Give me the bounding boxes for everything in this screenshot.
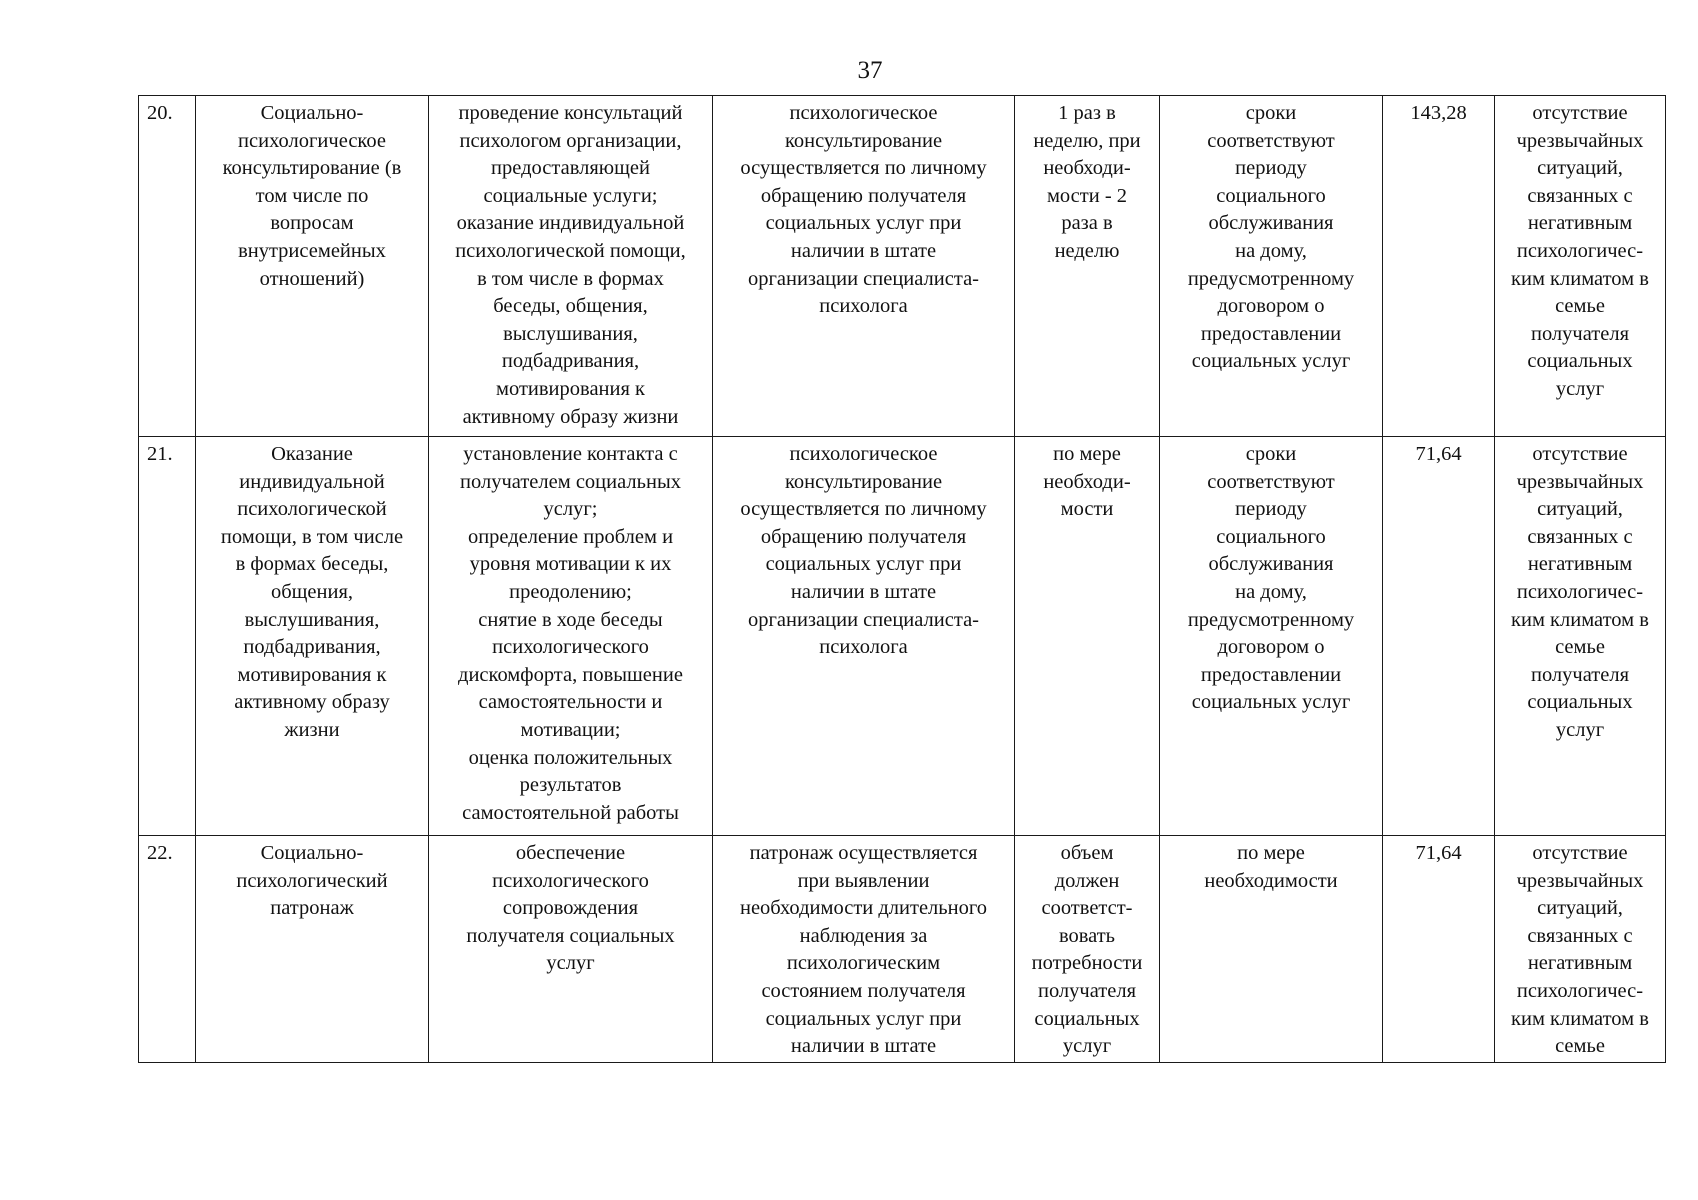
cell-line: объем — [1060, 842, 1114, 864]
cell-line: консультирование — [784, 470, 943, 493]
row-number: 21. — [139, 437, 196, 836]
cell-line: психологичес- — [1516, 239, 1644, 262]
cell-line: психологом организации, — [459, 129, 682, 152]
cell-line: периоду — [1235, 157, 1307, 180]
cell-line: соответствуют — [1207, 470, 1335, 493]
cell-line: связанных с — [1527, 184, 1633, 207]
cell-line: оказание индивидуальной — [456, 212, 685, 235]
row-number: 22. — [139, 836, 196, 1063]
cell-line: негативным — [1527, 212, 1633, 235]
cell-line: мотивирования к — [496, 377, 645, 400]
cell-line: ситуаций, — [1537, 897, 1623, 920]
cell-line: социальных — [1034, 1007, 1140, 1030]
cell-line: услуг — [1555, 718, 1605, 741]
cell-line: негативным — [1527, 952, 1633, 975]
cell-line: консультирование (в — [222, 157, 402, 180]
social-services-table — [138, 95, 1666, 1063]
cell-line: чрезвычайных — [1516, 869, 1644, 892]
cell-line: соответствуют — [1207, 129, 1335, 152]
cell-line: периоду — [1235, 498, 1307, 521]
cell-line: сроки — [1245, 443, 1297, 465]
cell-line: наличии в штате — [790, 580, 937, 603]
cell-line: психологический — [236, 869, 388, 892]
cell-line: мотивирования к — [237, 663, 387, 686]
cell-line: связанных с — [1527, 924, 1633, 947]
service-conditions — [713, 437, 1015, 836]
cell-line: ситуаций, — [1537, 498, 1623, 521]
cell-line: сроки — [1245, 102, 1297, 124]
cell-line: уровня мотивации к их — [469, 553, 672, 576]
service-cost: 143,28 — [1383, 96, 1495, 437]
cell-line: связанных с — [1527, 525, 1633, 548]
cell-line: определение проблем и — [467, 525, 674, 548]
cell-line: социальных — [1527, 691, 1633, 714]
cell-line: социальных — [1527, 350, 1633, 373]
cell-line: социального — [1216, 184, 1326, 207]
cell-line: осуществляется по личному — [740, 157, 987, 180]
cell-line: вовать — [1058, 924, 1116, 947]
cell-line: получателя социальных — [466, 924, 675, 947]
service-quality — [1495, 836, 1666, 1063]
service-frequency — [1015, 836, 1160, 1063]
service-cost: 71,64 — [1383, 836, 1495, 1063]
cell-line: договором о — [1217, 295, 1325, 318]
cell-line: семье — [1555, 1035, 1605, 1058]
cell-line: 1 раз в — [1058, 102, 1116, 124]
cell-line: Оказание — [271, 443, 353, 465]
cell-line: организации специалиста- — [747, 267, 979, 290]
cell-line: выслушивания, — [503, 322, 638, 345]
cell-line: потребности — [1031, 952, 1143, 975]
cell-line: подбадривания, — [501, 350, 640, 373]
cell-line: услуг — [546, 952, 595, 975]
cell-line: патронаж — [270, 897, 354, 920]
service-conditions — [713, 96, 1015, 437]
cell-line: наличии в штате — [790, 1035, 937, 1058]
row-number: 20. — [139, 96, 196, 437]
cell-line: том числе по — [255, 184, 369, 207]
cell-line: подбадривания, — [243, 636, 381, 659]
cell-line: проведение консультаций — [458, 102, 683, 124]
service-content — [429, 437, 713, 836]
cell-line: мости - 2 — [1046, 184, 1128, 207]
cell-line: психологическим — [786, 952, 941, 975]
cell-line: получателя — [1530, 663, 1630, 686]
service-name — [196, 437, 429, 836]
cell-line: отсутствие — [1532, 842, 1628, 864]
cell-line: необходимости — [1204, 869, 1338, 892]
cell-line: раза в — [1061, 212, 1113, 235]
cell-line: отношений) — [259, 267, 365, 290]
cell-line: психолога — [819, 636, 908, 659]
cell-line: оценка положительных — [468, 746, 673, 769]
cell-line: внутрисемейных — [238, 239, 386, 262]
cell-line: ким климатом в — [1511, 1007, 1649, 1030]
cell-line: вопросам — [270, 212, 354, 235]
cell-line: на дому, — [1235, 580, 1307, 603]
cell-line: по мере — [1237, 842, 1305, 864]
cell-line: необходи- — [1043, 470, 1131, 493]
cell-line: предоставлении — [1200, 663, 1342, 686]
cell-line: активному образу жизни — [462, 405, 679, 428]
cell-line: неделю — [1054, 239, 1120, 262]
service-content — [429, 836, 713, 1063]
service-content — [429, 96, 713, 437]
service-terms — [1160, 437, 1383, 836]
cell-line: договором о — [1217, 636, 1325, 659]
cell-line: социальных услуг — [1191, 350, 1351, 373]
cell-line: предоставляющей — [491, 157, 650, 180]
cell-line: социальных услуг — [1191, 691, 1351, 714]
cell-line: услуг — [1062, 1035, 1112, 1058]
page-number: 37 — [857, 57, 883, 84]
cell-line: ким климатом в — [1511, 608, 1649, 631]
cell-line: сопровождения — [502, 897, 639, 920]
service-quality — [1495, 437, 1666, 836]
cell-line: наличии в штате — [790, 239, 937, 262]
cell-line: индивидуальной — [239, 470, 385, 493]
cell-line: негативным — [1527, 553, 1633, 576]
cell-line: ситуаций, — [1537, 157, 1623, 180]
cell-line: предоставлении — [1200, 322, 1342, 345]
service-name — [196, 836, 429, 1063]
cell-line: психологической — [237, 498, 387, 521]
cell-line: снятие в ходе беседы — [478, 608, 663, 631]
cell-line: результатов — [519, 774, 622, 797]
service-terms — [1160, 96, 1383, 437]
service-conditions — [713, 836, 1015, 1063]
cell-line: состоянием получателя — [761, 979, 966, 1002]
table-row — [139, 437, 1666, 836]
cell-line: в том числе в формах — [477, 267, 664, 290]
cell-line: психолога — [819, 295, 908, 318]
cell-line: социальных услуг при — [765, 212, 962, 235]
cell-line: отсутствие — [1532, 443, 1628, 465]
table-row — [139, 96, 1666, 437]
cell-line: соответст- — [1041, 897, 1133, 920]
cell-line: обслуживания — [1208, 212, 1334, 235]
cell-line: беседы, общения, — [493, 295, 648, 318]
cell-line: услуг; — [543, 498, 598, 521]
cell-line: помощи, в том числе — [220, 525, 404, 548]
cell-line: получателя — [1530, 322, 1630, 345]
cell-line: наблюдения за — [799, 924, 928, 947]
cell-line: семье — [1555, 636, 1605, 659]
cell-line: организации специалиста- — [747, 608, 979, 631]
cell-line: социальных услуг при — [765, 553, 962, 576]
cell-line: общения, — [270, 580, 354, 603]
cell-line: предусмотренному — [1187, 267, 1355, 290]
cell-line: психологичес- — [1516, 979, 1644, 1002]
cell-line: чрезвычайных — [1516, 470, 1644, 493]
service-terms — [1160, 836, 1383, 1063]
cell-line: необходимости длительного — [739, 897, 988, 920]
service-quality — [1495, 96, 1666, 437]
cell-line: получателя — [1037, 979, 1137, 1002]
cell-line: обращению получателя — [760, 525, 967, 548]
cell-line: социальных услуг при — [765, 1007, 962, 1030]
cell-line: предусмотренному — [1187, 608, 1355, 631]
cell-line: по мере — [1053, 443, 1121, 465]
cell-line: социального — [1216, 525, 1326, 548]
cell-line: обращению получателя — [760, 184, 967, 207]
cell-line: при выявлении — [797, 869, 930, 892]
cell-line: осуществляется по личному — [740, 498, 987, 521]
service-frequency — [1015, 96, 1160, 437]
cell-line: установление контакта с — [463, 443, 678, 465]
cell-line: выслушивания, — [244, 608, 380, 631]
cell-line: в формах беседы, — [235, 553, 389, 576]
cell-line: услуг — [1555, 377, 1605, 400]
cell-line: обеспечение — [515, 842, 626, 864]
service-name — [196, 96, 429, 437]
cell-line: мости — [1060, 498, 1114, 521]
cell-line: психологического — [492, 636, 649, 659]
cell-line: получателем социальных — [460, 470, 681, 493]
table-row — [139, 836, 1666, 1063]
cell-line: ким климатом в — [1511, 267, 1649, 290]
cell-line: жизни — [284, 718, 340, 741]
cell-line: Социально- — [260, 102, 364, 124]
cell-line: мотивации; — [520, 718, 621, 741]
cell-line: психологичес- — [1516, 580, 1644, 603]
cell-line: преодолению; — [509, 580, 632, 603]
cell-line: обслуживания — [1208, 553, 1334, 576]
cell-line: психологической помощи, — [455, 239, 686, 262]
cell-line: семье — [1555, 295, 1605, 318]
cell-line: отсутствие — [1532, 102, 1628, 124]
cell-line: психологического — [492, 869, 649, 892]
cell-line: Социально- — [260, 842, 364, 864]
cell-line: должен — [1054, 869, 1120, 892]
cell-line: психологическое — [238, 129, 386, 152]
cell-line: самостоятельности и — [478, 691, 663, 714]
cell-line: чрезвычайных — [1516, 129, 1644, 152]
cell-line: самостоятельной работы — [462, 801, 679, 824]
service-cost: 71,64 — [1383, 437, 1495, 836]
cell-line: психологическое — [789, 443, 938, 465]
cell-line: активному образу — [234, 691, 390, 714]
cell-line: социальные услуги; — [483, 184, 658, 207]
cell-line: психологическое — [789, 102, 938, 124]
cell-line: дискомфорта, повышение — [458, 663, 683, 686]
cell-line: на дому, — [1235, 239, 1307, 262]
cell-line: консультирование — [784, 129, 943, 152]
service-frequency — [1015, 437, 1160, 836]
cell-line: неделю, при — [1033, 129, 1141, 152]
cell-line: патронаж осуществляется — [749, 842, 978, 864]
cell-line: необходи- — [1043, 157, 1131, 180]
